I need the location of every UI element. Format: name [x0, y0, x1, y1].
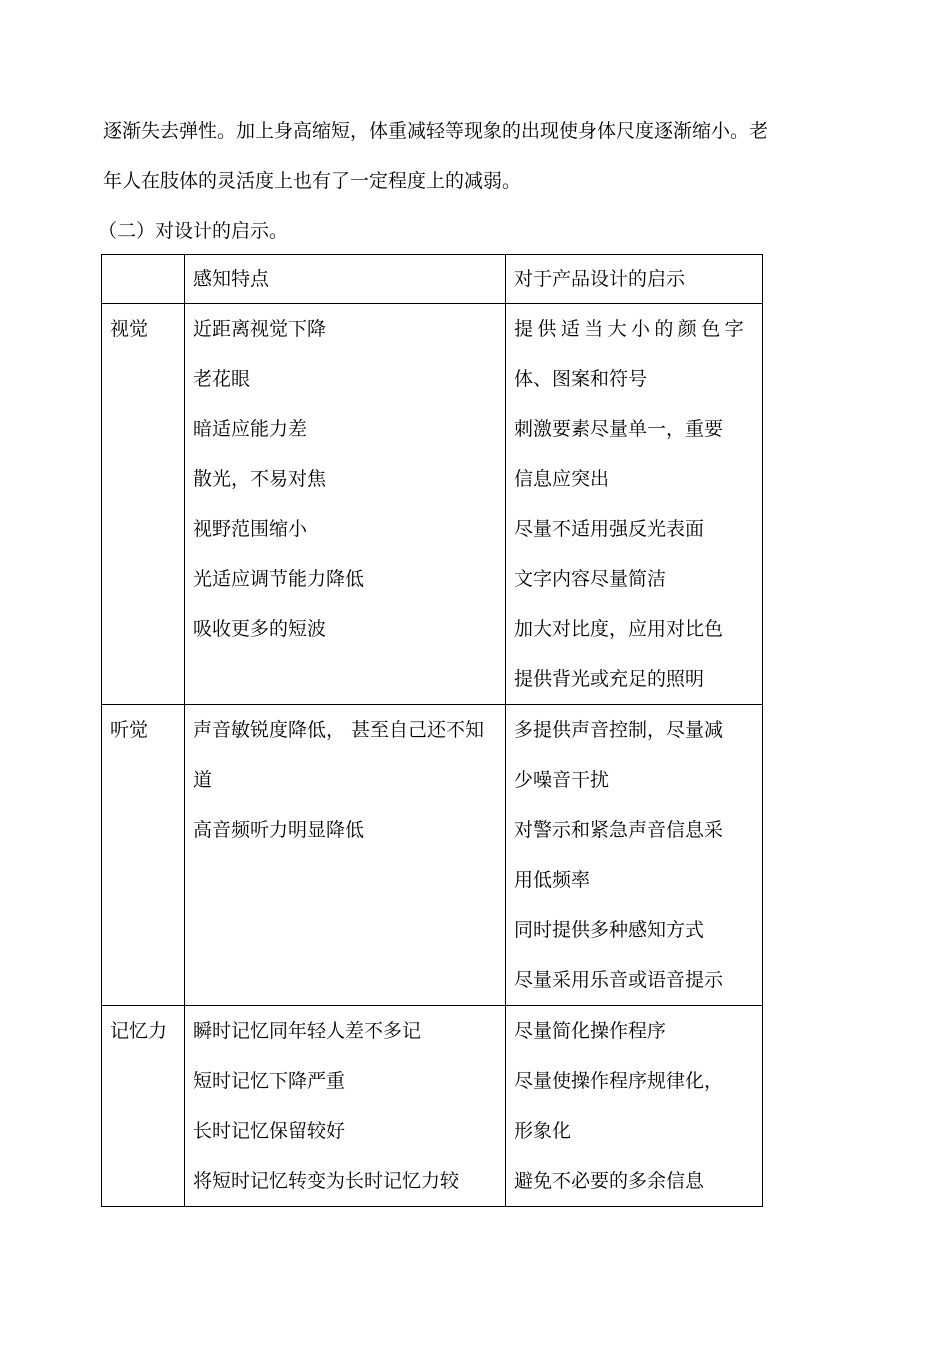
feature-line: 散光，不易对焦 [193, 468, 327, 490]
implication-line: 刺激要素尽量单一，重要 [514, 418, 724, 440]
paragraph-line-2: 年人在肢体的灵活度上也有了一定程度上的减弱。 [103, 170, 522, 192]
feature-line: 老花眼 [193, 368, 251, 390]
table-row-hearing [102, 705, 763, 1006]
header-cell-implications: 对于产品设计的启示 [506, 255, 763, 304]
features-cell [185, 1006, 506, 1207]
implication-line: 文字内容尽量简洁 [514, 568, 667, 590]
feature-line: 视野范围缩小 [193, 518, 308, 540]
implication-line: 提供适当大小的颜色字 [514, 318, 749, 340]
feature-line: 高音频听力明显降低 [193, 819, 365, 841]
category-cell [102, 1006, 185, 1207]
header-cell-features: 感知特点 [185, 255, 506, 304]
header-cell-empty [102, 255, 185, 304]
category-cell [102, 705, 185, 1006]
feature-line: 道 [193, 769, 213, 791]
implications-cell [506, 304, 763, 705]
category-label: 记忆力 [110, 1020, 168, 1042]
feature-line: 近距离视觉下降 [193, 318, 327, 340]
table-row-visual [102, 304, 763, 705]
implication-line: 尽量不适用强反光表面 [514, 518, 705, 540]
implication-line: 提供背光或充足的照明 [514, 668, 705, 690]
feature-line: 光适应调节能力降低 [193, 568, 365, 590]
implication-line: 同时提供多种感知方式 [514, 919, 705, 941]
table-header-row [102, 255, 763, 304]
features-cell [185, 304, 506, 705]
feature-line: 声音敏锐度降低， 甚至自己还不知 [193, 719, 485, 741]
implication-line: 多提供声音控制，尽量减 [514, 719, 724, 741]
feature-line: 吸收更多的短波 [193, 618, 327, 640]
feature-line: 将短时记忆转变为长时记忆力较 [193, 1170, 460, 1192]
feature-line: 短时记忆下降严重 [193, 1070, 346, 1092]
implication-line: 形象化 [514, 1120, 572, 1142]
category-label: 视觉 [110, 318, 149, 340]
implications-cell [506, 1006, 763, 1207]
implication-line: 避免不必要的多余信息 [514, 1170, 705, 1192]
paragraph-line-1: 逐渐失去弹性。加上身高缩短，体重减轻等现象的出现使身体尺度逐渐缩小。老 [103, 120, 769, 142]
implication-line: 少噪音干扰 [514, 769, 610, 791]
design-implications-table [101, 254, 763, 1207]
features-cell [185, 705, 506, 1006]
implication-line: 加大对比度，应用对比色 [514, 618, 724, 640]
implication-line: 体、图案和符号 [514, 368, 648, 390]
implications-cell [506, 705, 763, 1006]
implication-line: 用低频率 [514, 869, 591, 891]
feature-line: 暗适应能力差 [193, 418, 308, 440]
implication-line: 尽量使操作程序规律化， [514, 1070, 724, 1092]
implication-line: 尽量采用乐音或语音提示 [514, 969, 724, 991]
table-row-memory [102, 1006, 763, 1207]
feature-line: 长时记忆保留较好 [193, 1120, 346, 1142]
category-label: 听觉 [110, 719, 149, 741]
feature-line: 瞬时记忆同年轻人差不多记 [193, 1020, 422, 1042]
category-cell [102, 304, 185, 705]
implication-line: 信息应突出 [514, 468, 610, 490]
implication-line: 对警示和紧急声音信息采 [514, 819, 724, 841]
section-heading: （二）对设计的启示。 [98, 220, 289, 242]
implication-line: 尽量简化操作程序 [514, 1020, 667, 1042]
